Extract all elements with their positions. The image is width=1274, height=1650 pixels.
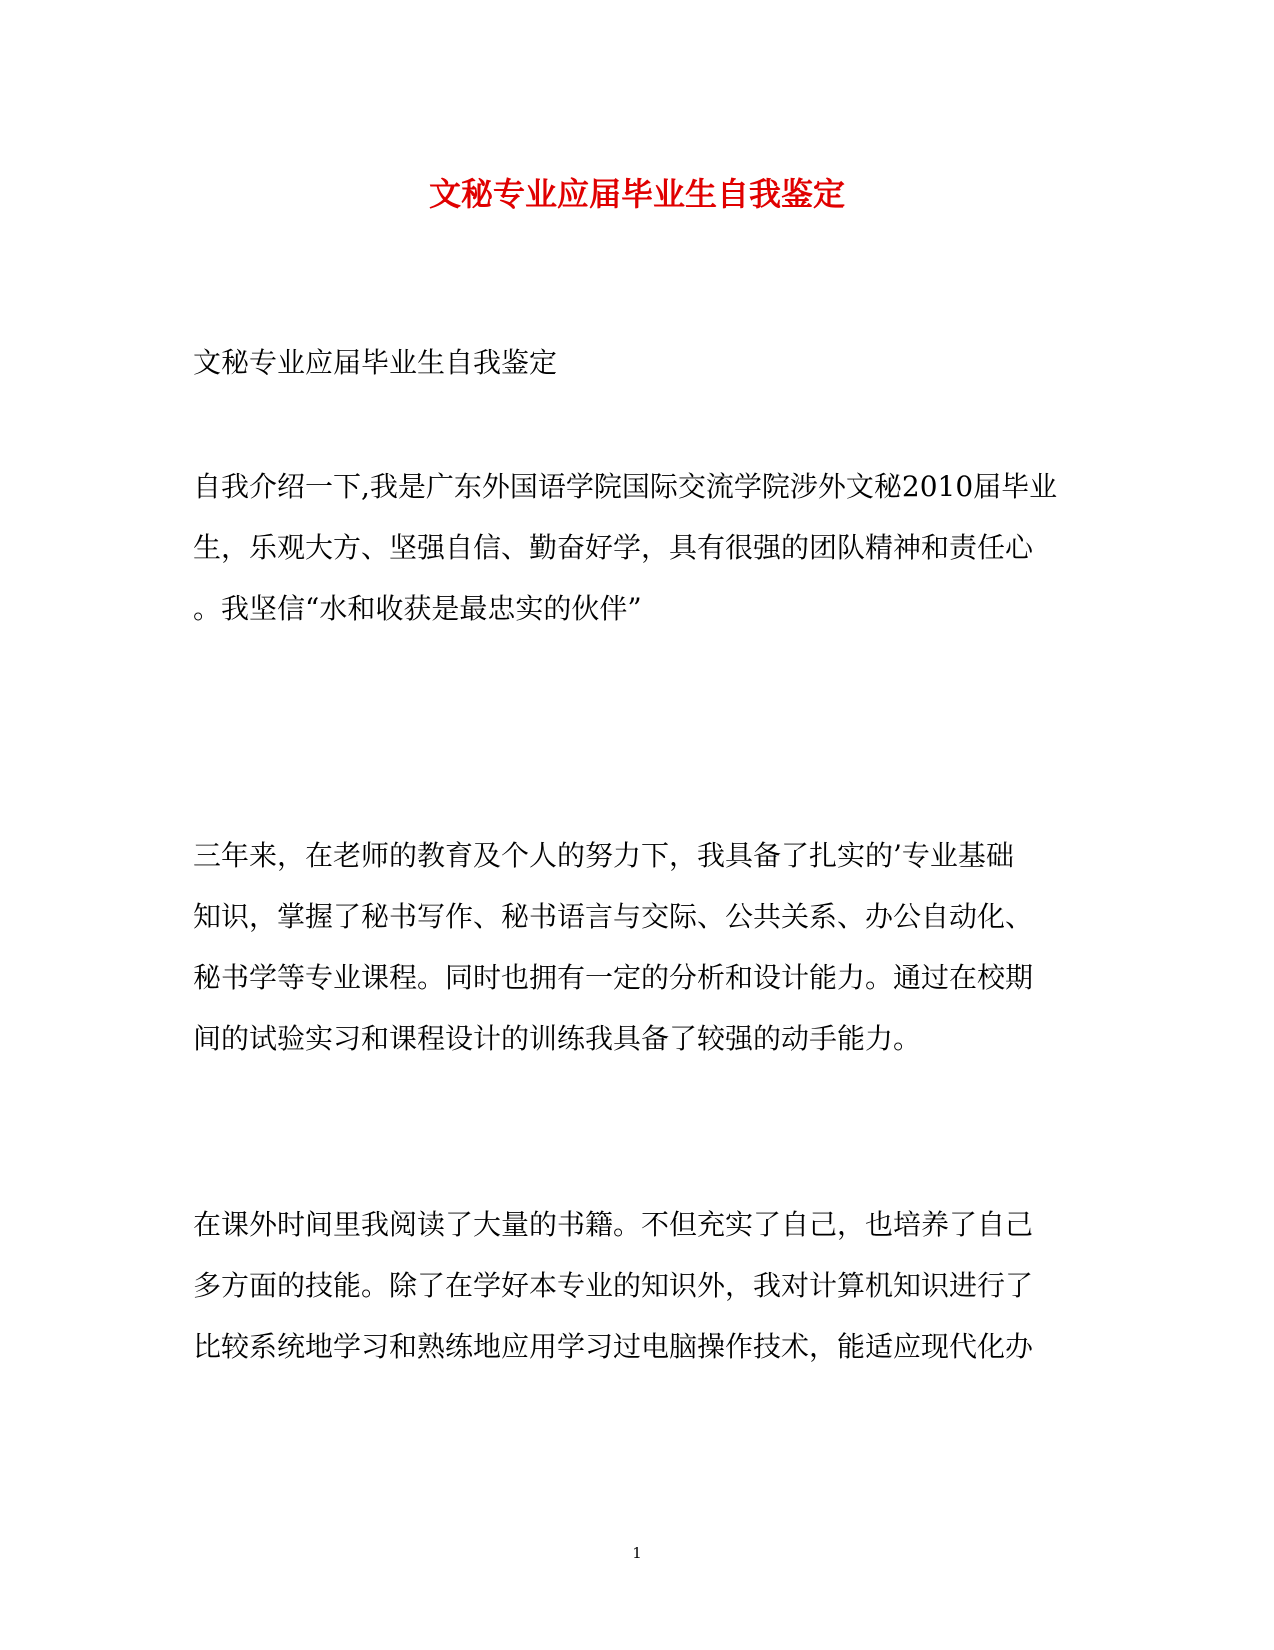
paragraph-line: 三年来，在老师的教育及个人的努力下，我具备了扎实的’专业基础 bbox=[193, 839, 1014, 872]
paragraph-line: 多方面的技能。除了在学好本专业的知识外，我对计算机知识进行了 bbox=[193, 1269, 1034, 1302]
paragraph-line: 秘书学等专业课程。同时也拥有一定的分析和设计能力。通过在校期 bbox=[193, 961, 1034, 994]
paragraph-line: 在课外时间里我阅读了大量的书籍。不但充实了自己，也培养了自己 bbox=[193, 1208, 1034, 1241]
paragraph-line: 知识，掌握了秘书写作、秘书语言与交际、公共关系、办公自动化、 bbox=[193, 900, 1034, 933]
page-number: 1 bbox=[632, 1544, 642, 1562]
paragraph-line: 自我介绍一下,我是广东外国语学院国际交流学院涉外文秘2010届毕业 bbox=[193, 470, 1058, 503]
paragraph-line: 生，乐观大方、坚强自信、勤奋好学，具有很强的团队精神和责任心 bbox=[193, 531, 1034, 564]
paragraph-line: 间的试验实习和课程设计的训练我具备了较强的动手能力。 bbox=[193, 1022, 922, 1055]
document-title: 文秘专业应届毕业生自我鉴定 bbox=[428, 175, 845, 213]
paragraph-line: 比较系统地学习和熟练地应用学习过电脑操作技术，能适应现代化办 bbox=[193, 1330, 1034, 1363]
document-subtitle: 文秘专业应届毕业生自我鉴定 bbox=[193, 346, 558, 379]
paragraph-line: 。我坚信“水和收获是最忠实的伙伴” bbox=[193, 592, 642, 625]
